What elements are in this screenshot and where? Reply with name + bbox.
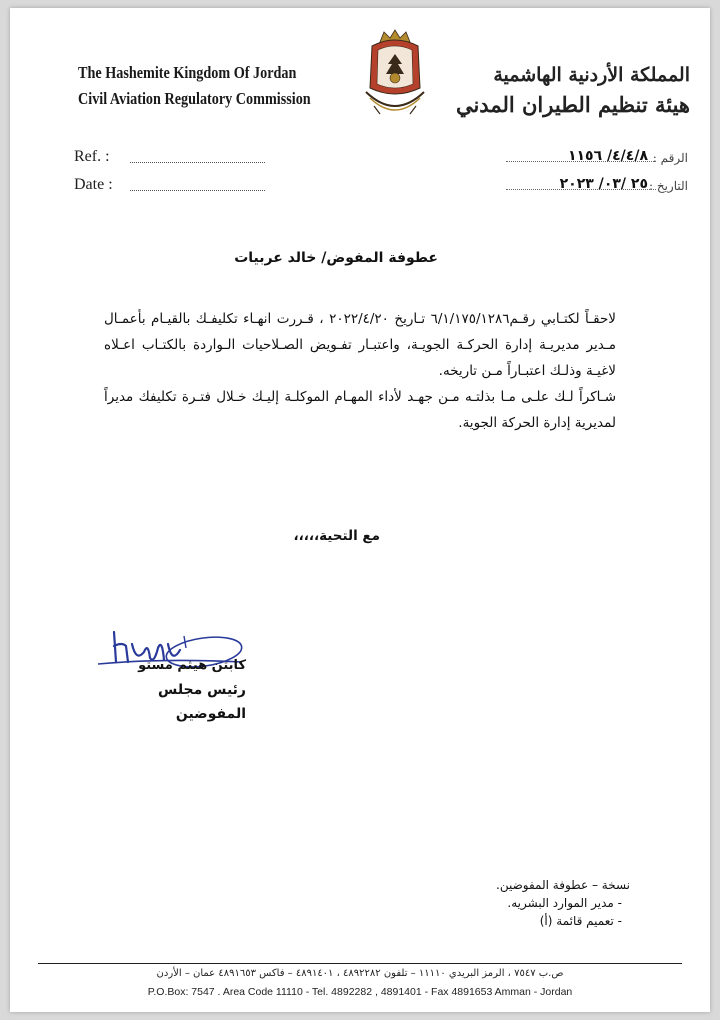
letter-date: ٢٥ /٠٣/ ٢٠٢٣ bbox=[559, 176, 648, 192]
ref-number: ٤/٤/٨/ ١١٥٦ bbox=[567, 148, 648, 164]
ref-label-ar: الرقم : bbox=[652, 151, 688, 165]
signer-title: رئيس مجلس المفوضين bbox=[158, 682, 246, 722]
date-label: Date : bbox=[74, 176, 113, 193]
english-letterhead bbox=[78, 60, 311, 112]
copies-list bbox=[496, 876, 630, 930]
signer-block bbox=[106, 654, 246, 726]
letterhead-country: The Hashemite Kingdom Of Jordan bbox=[78, 63, 297, 82]
date-label-ar: التاريخ : bbox=[648, 179, 688, 193]
body-paragraph-1: لاحقـاً لكتـابي رقـم٦/١/١٧٥/١٢٨٦ تـاريخ ٢٠٢٢/٤/٢٠ ، قـررت انهـاء تكليفـك بالقيـام بأعمـال مـدير مديريـة إدارة الحركـة الجويـة، واعتبـار تفـويض الصـلاحيات الـواردة بالكتـاب اعـلاه لاغيـة وذلـك اعتبـاراً مـن تاريخه. bbox=[104, 311, 616, 379]
copies-heading: نسخة – عطوفة المفوضين. bbox=[496, 878, 630, 892]
footer-address-ar: ص.ب ٧٥٤٧ ، الرمز البريدي ١١١١٠ – تلفون ٤٨٩٢٢٨٢ ، ٤٨٩١٤٠١ – فاكس ٤٨٩١٦٥٣ عمان – الأردن bbox=[156, 968, 564, 979]
ref-label: Ref. : bbox=[74, 148, 110, 165]
footer-address-en: P.O.Box: 7547 . Area Code 11110 - Tel. 4892282 , 4891401 - Fax 4891653 Amman - Jordan bbox=[147, 986, 573, 998]
date-dotted-line bbox=[130, 178, 265, 191]
ref-dotted-line bbox=[130, 150, 265, 163]
jordan-emblem-icon bbox=[350, 28, 440, 124]
letterhead-organization-ar: هيئة تنظيم الطيران المدني bbox=[455, 92, 690, 117]
letterhead-organization: Civil Aviation Regulatory Commission bbox=[78, 89, 311, 108]
copies-item: - مدير الموارد البشريه. bbox=[507, 896, 622, 910]
arabic-letterhead bbox=[456, 60, 690, 120]
addressee: عطوفة المفوض/ خالد عربيات bbox=[234, 250, 438, 266]
body-paragraph-2: شـاكراً لـك علـى مـا بذلتـه مـن جهـد لأداء المهـام الموكلـة إليـك خـلال فتـرة تكليفك مديراً لمديرية إدارة الحركة الجوية. bbox=[104, 389, 616, 431]
letterhead-country-ar: المملكة الأردنية الهاشمية bbox=[493, 64, 690, 86]
letter-page bbox=[10, 8, 710, 1012]
copies-item: - تعميم قائمة (أ) bbox=[539, 914, 622, 928]
letter-body bbox=[104, 306, 616, 436]
footer-divider bbox=[38, 963, 682, 964]
signer-name: كابتن هيثم مستو bbox=[138, 658, 246, 673]
closing-regards: مع التحية،،،،، bbox=[293, 528, 380, 544]
